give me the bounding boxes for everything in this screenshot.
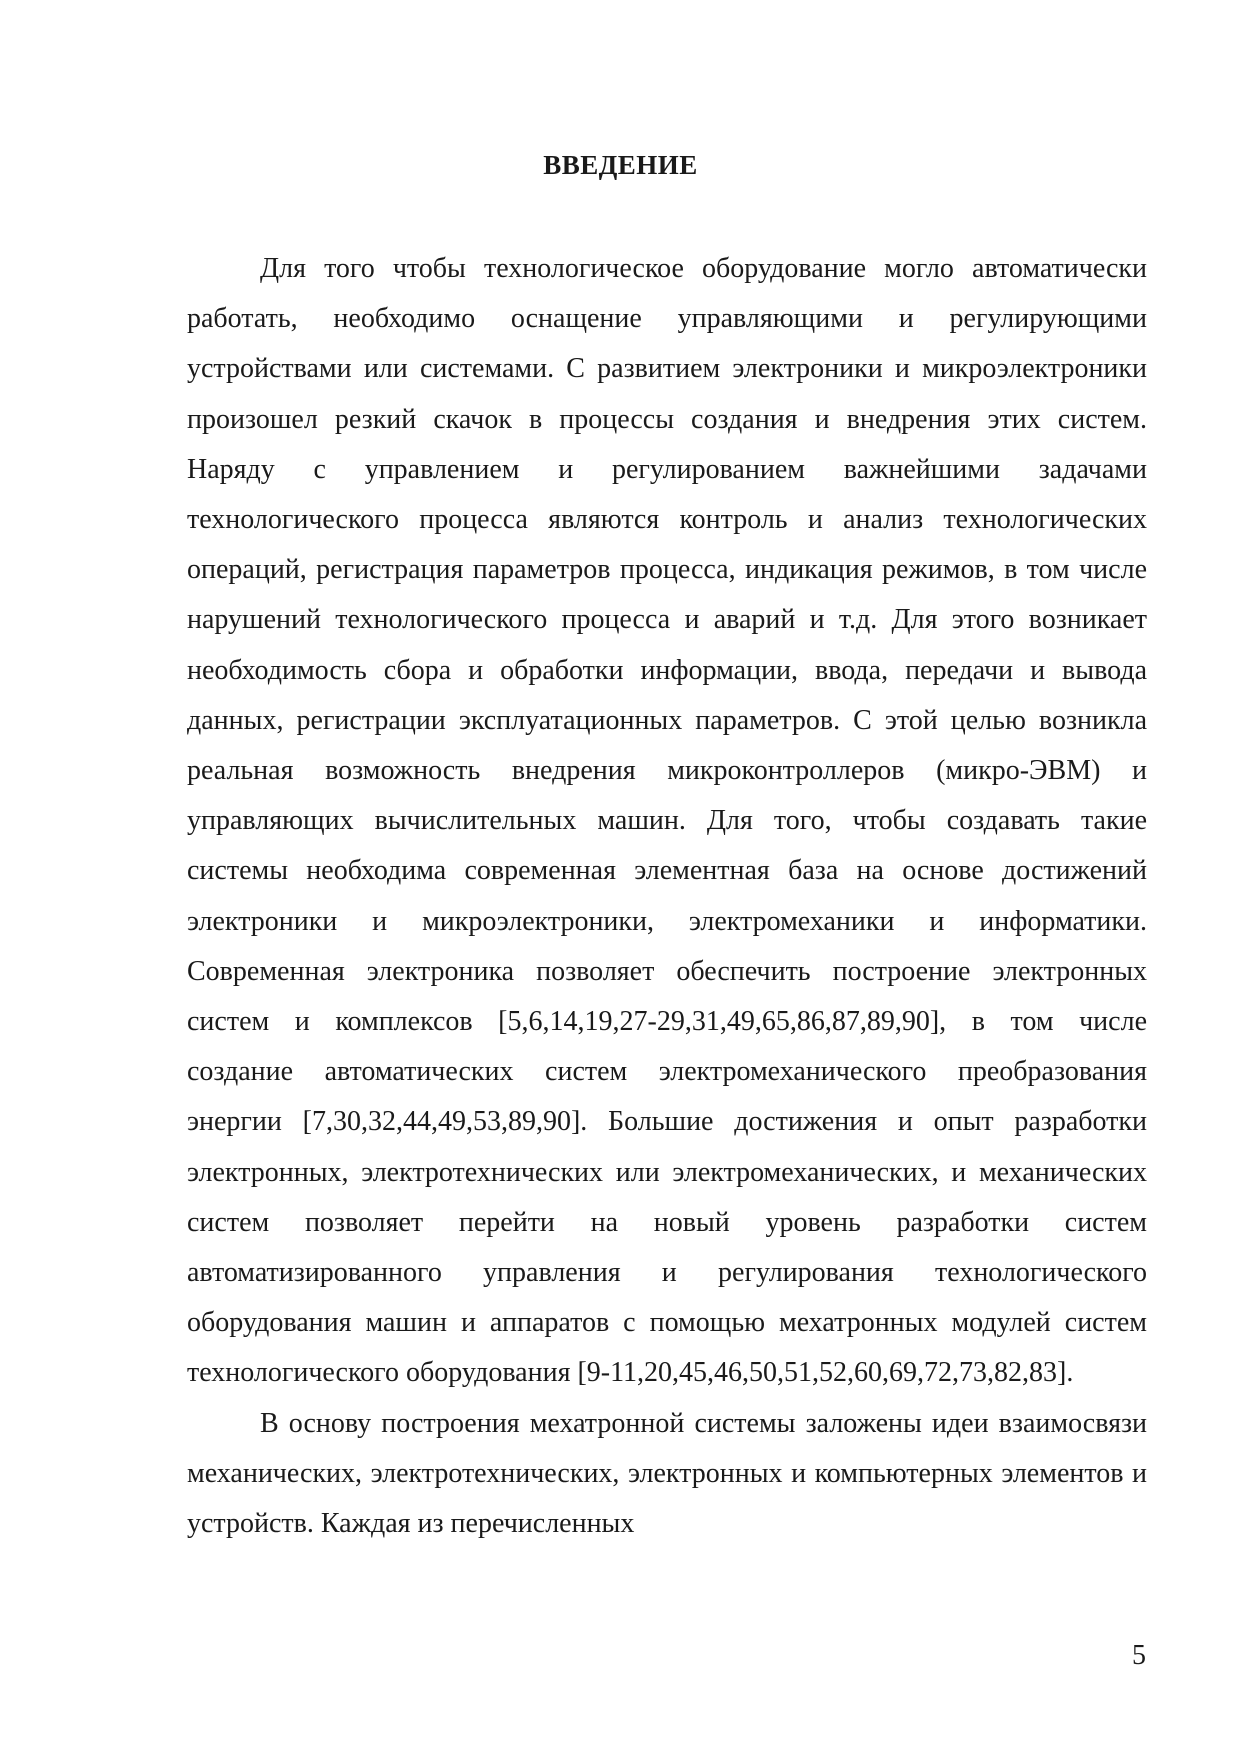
body-text	[187, 244, 1147, 1549]
page-number: 5	[1132, 1640, 1146, 1671]
paragraph: Для того чтобы технологическое оборудование могло автоматически работать, необходимо оснащение управляющими и регулирующими устройствами или системами. С развитием электроники и микроэлектроники произошел резкий скачок в процессы создания и внедрения этих систем. Наряду с управлением и регулированием важнейшими задачами технологического процесса являются контроль и анализ технологических операций, регистрация параметров процесса, индикация режимов, в том числе нарушений технологического процесса и аварий и т.д. Для этого возникает необходимость сбора и обработки информации, ввода, передачи и вывода данных, регистрации эксплуатационных параметров. С этой целью возникла реальная возможность внедрения микроконтроллеров (микро-ЭВМ) и управляющих вычислительных машин. Для того, чтобы создавать такие системы необходима современная элементная база на основе достижений электроники и микроэлектроники, электромеханики и информатики. Современная электроника позволяет обеспечить построение электронных систем и комплексов [5,6,14,19,27-29,31,49,65,86,87,89,90], в том числе создание автоматических систем электромеханического преобразования энергии [7,30,32,44,49,53,89,90]. Большие достижения и опыт разработки электронных, электротехнических или электромеханических, и механических систем позволяет перейти на новый уровень разработки систем автоматизированного управления и регулирования технологического оборудования машин и аппаратов с помощью мехатронных модулей систем технологического оборудования [9-11,20,45,46,50,51,52,60,69,72,73,82,83].	[187, 253, 1147, 1389]
page-title: ВВЕДЕНИЕ	[543, 150, 698, 180]
paragraph: В основу построения мехатронной системы заложены идеи взаимосвязи механических, электротехнических, электронных и компьютерных элементов и устройств. Каждая из перечисленных	[187, 1407, 1147, 1540]
